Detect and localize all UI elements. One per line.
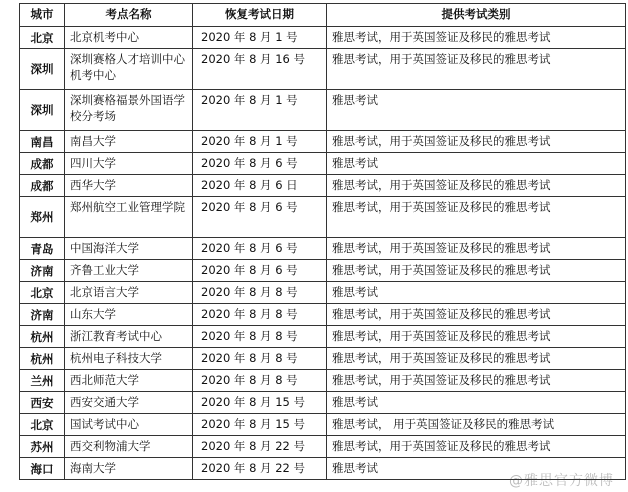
city-cell: 成都 — [20, 153, 65, 175]
exam-type-cell: 雅思考试，用于英国签证及移民的雅思考试 — [327, 197, 626, 238]
table-row — [20, 282, 626, 304]
date-cell: 2020 年 8 月 8 号 — [193, 282, 327, 304]
date-cell: 2020 年 8 月 22 号 — [193, 436, 327, 458]
city-cell: 深圳 — [20, 90, 65, 131]
city-cell: 海口 — [20, 458, 65, 480]
city-cell: 成都 — [20, 175, 65, 197]
table-body — [20, 27, 626, 480]
exam-type-cell: 雅思考试，用于英国签证及移民的雅思考试 — [327, 348, 626, 370]
exam-type-cell: 雅思考试，用于英国签证及移民的雅思考试 — [327, 260, 626, 282]
venue-cell: 浙江教育考试中心 — [65, 326, 193, 348]
venue-cell: 北京机考中心 — [65, 27, 193, 49]
city-cell: 深圳 — [20, 49, 65, 90]
city-cell: 济南 — [20, 304, 65, 326]
exam-type-cell: 雅思考试，用于英国签证及移民的雅思考试 — [327, 131, 626, 153]
date-cell: 2020 年 8 月 16 号 — [193, 49, 327, 90]
exam-type-cell: 雅思考试 — [327, 392, 626, 414]
city-cell: 苏州 — [20, 436, 65, 458]
date-cell: 2020 年 8 月 8 号 — [193, 348, 327, 370]
exam-type-cell: 雅思考试，用于英国签证及移民的雅思考试 — [327, 370, 626, 392]
exam-type-cell: 雅思考试， 用于英国签证及移民的雅思考试 — [327, 414, 626, 436]
table-row — [20, 370, 626, 392]
city-cell: 郑州 — [20, 197, 65, 238]
exam-type-cell: 雅思考试，用于英国签证及移民的雅思考试 — [327, 238, 626, 260]
date-cell: 2020 年 8 月 6 号 — [193, 238, 327, 260]
venue-cell: 中国海洋大学 — [65, 238, 193, 260]
table-row — [20, 238, 626, 260]
date-cell: 2020 年 8 月 6 号 — [193, 260, 327, 282]
header-venue: 考点名称 — [65, 4, 193, 27]
venue-cell: 西交利物浦大学 — [65, 436, 193, 458]
header-date: 恢复考试日期 — [193, 4, 327, 27]
date-cell: 2020 年 8 月 6 日 — [193, 175, 327, 197]
venue-cell: 山东大学 — [65, 304, 193, 326]
table-row — [20, 197, 626, 238]
exam-type-cell: 雅思考试，用于英国签证及移民的雅思考试 — [327, 436, 626, 458]
header-type: 提供考试类别 — [327, 4, 626, 27]
table-row — [20, 436, 626, 458]
venue-cell: 西北师范大学 — [65, 370, 193, 392]
date-cell: 2020 年 8 月 8 号 — [193, 304, 327, 326]
table-row — [20, 49, 626, 90]
venue-cell: 杭州电子科技大学 — [65, 348, 193, 370]
city-cell: 杭州 — [20, 348, 65, 370]
header-city: 城市 — [20, 4, 65, 27]
table-row — [20, 326, 626, 348]
exam-type-cell: 雅思考试，用于英国签证及移民的雅思考试 — [327, 326, 626, 348]
date-cell: 2020 年 8 月 22 号 — [193, 458, 327, 480]
date-cell: 2020 年 8 月 15 号 — [193, 392, 327, 414]
venue-cell: 南昌大学 — [65, 131, 193, 153]
exam-type-cell: 雅思考试，用于英国签证及移民的雅思考试 — [327, 49, 626, 90]
table-row — [20, 260, 626, 282]
table-row — [20, 414, 626, 436]
venue-cell: 西安交通大学 — [65, 392, 193, 414]
city-cell: 南昌 — [20, 131, 65, 153]
date-cell: 2020 年 8 月 6 号 — [193, 197, 327, 238]
exam-type-cell: 雅思考试 — [327, 153, 626, 175]
city-cell: 北京 — [20, 414, 65, 436]
date-cell: 2020 年 8 月 1 号 — [193, 90, 327, 131]
venue-cell: 郑州航空工业管理学院 — [65, 197, 193, 238]
city-cell: 青岛 — [20, 238, 65, 260]
city-cell: 杭州 — [20, 326, 65, 348]
table-header-row — [20, 4, 626, 27]
city-cell: 西安 — [20, 392, 65, 414]
venue-cell: 国试考试中心 — [65, 414, 193, 436]
venue-cell: 深圳赛格人才培训中心机考中心 — [65, 49, 193, 90]
table-row — [20, 153, 626, 175]
date-cell: 2020 年 8 月 1 号 — [193, 131, 327, 153]
table-row — [20, 304, 626, 326]
venue-cell: 四川大学 — [65, 153, 193, 175]
exam-type-cell: 雅思考试，用于英国签证及移民的雅思考试 — [327, 27, 626, 49]
exam-venue-table — [19, 3, 626, 480]
venue-cell: 西华大学 — [65, 175, 193, 197]
date-cell: 2020 年 8 月 15 号 — [193, 414, 327, 436]
exam-type-cell: 雅思考试，用于英国签证及移民的雅思考试 — [327, 304, 626, 326]
venue-cell: 海南大学 — [65, 458, 193, 480]
exam-type-cell: 雅思考试 — [327, 458, 626, 480]
table-row — [20, 90, 626, 131]
table-row — [20, 392, 626, 414]
exam-type-cell: 雅思考试 — [327, 282, 626, 304]
table-row — [20, 175, 626, 197]
venue-cell: 深圳赛格福景外国语学校分考场 — [65, 90, 193, 131]
exam-type-cell: 雅思考试 — [327, 90, 626, 131]
table-row — [20, 131, 626, 153]
city-cell: 济南 — [20, 260, 65, 282]
table-row — [20, 348, 626, 370]
exam-type-cell: 雅思考试，用于英国签证及移民的雅思考试 — [327, 175, 626, 197]
venue-cell: 齐鲁工业大学 — [65, 260, 193, 282]
city-cell: 兰州 — [20, 370, 65, 392]
city-cell: 北京 — [20, 282, 65, 304]
date-cell: 2020 年 8 月 8 号 — [193, 326, 327, 348]
date-cell: 2020 年 8 月 6 号 — [193, 153, 327, 175]
date-cell: 2020 年 8 月 8 号 — [193, 370, 327, 392]
date-cell: 2020 年 8 月 1 号 — [193, 27, 327, 49]
venue-cell: 北京语言大学 — [65, 282, 193, 304]
table-row — [20, 27, 626, 49]
watermark: @雅思官方微博 — [509, 473, 614, 489]
city-cell: 北京 — [20, 27, 65, 49]
